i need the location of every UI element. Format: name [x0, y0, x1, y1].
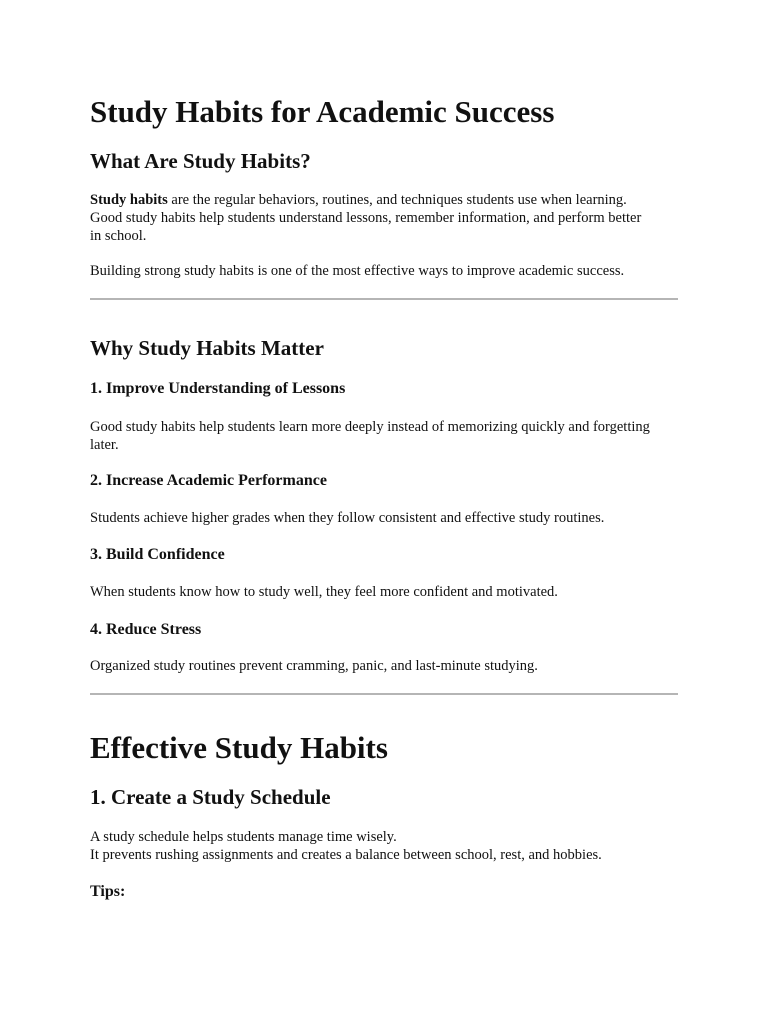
subheading-increase-performance: 2. Increase Academic Performance — [90, 472, 327, 489]
paragraph-definition-line-2: Good study habits help students understand lessons, remember information, and perform better — [90, 210, 642, 226]
paragraph-improve-understanding-line-1: Good study habits help students learn more deeply instead of memorizing quickly and forgetting — [90, 419, 650, 435]
divider — [90, 298, 678, 300]
heading-effective-study-habits: Effective Study Habits — [90, 730, 388, 765]
subheading-reduce-stress: 4. Reduce Stress — [90, 621, 202, 638]
paragraph-build-confidence: When students know how to study well, they feel more confident and motivated. — [90, 584, 558, 600]
heading-why-study-habits-matter: Why Study Habits Matter — [90, 336, 324, 360]
paragraph-increase-performance: Students achieve higher grades when they follow consistent and effective study routines. — [90, 510, 605, 526]
term-study-habits: Study habits — [90, 192, 168, 208]
heading-what-are-study-habits: What Are Study Habits? — [90, 149, 311, 173]
subheading-create-study-schedule: 1. Create a Study Schedule — [90, 785, 331, 809]
paragraph-building-habits: Building strong study habits is one of the most effective ways to improve academic success. — [90, 263, 625, 279]
document-title: Study Habits for Academic Success — [90, 94, 555, 129]
paragraph-improve-understanding-line-2: later. — [90, 437, 119, 453]
paragraph-definition-line-1 — [90, 191, 627, 209]
subheading-build-confidence: 3. Build Confidence — [90, 546, 225, 563]
paragraph-study-schedule-line-2: It prevents rushing assignments and creates a balance between school, rest, and hobbies. — [90, 847, 602, 863]
paragraph-study-schedule-line-1: A study schedule helps students manage time wisely. — [90, 829, 397, 845]
paragraph-reduce-stress: Organized study routines prevent cramming, panic, and last-minute studying. — [90, 658, 538, 674]
definition-text: are the regular behaviors, routines, and techniques students use when learning. — [167, 192, 627, 208]
paragraph-definition-line-3: in school. — [90, 228, 147, 244]
divider — [90, 693, 678, 695]
subheading-improve-understanding: 1. Improve Understanding of Lessons — [90, 380, 346, 397]
tips-label: Tips: — [90, 883, 126, 900]
